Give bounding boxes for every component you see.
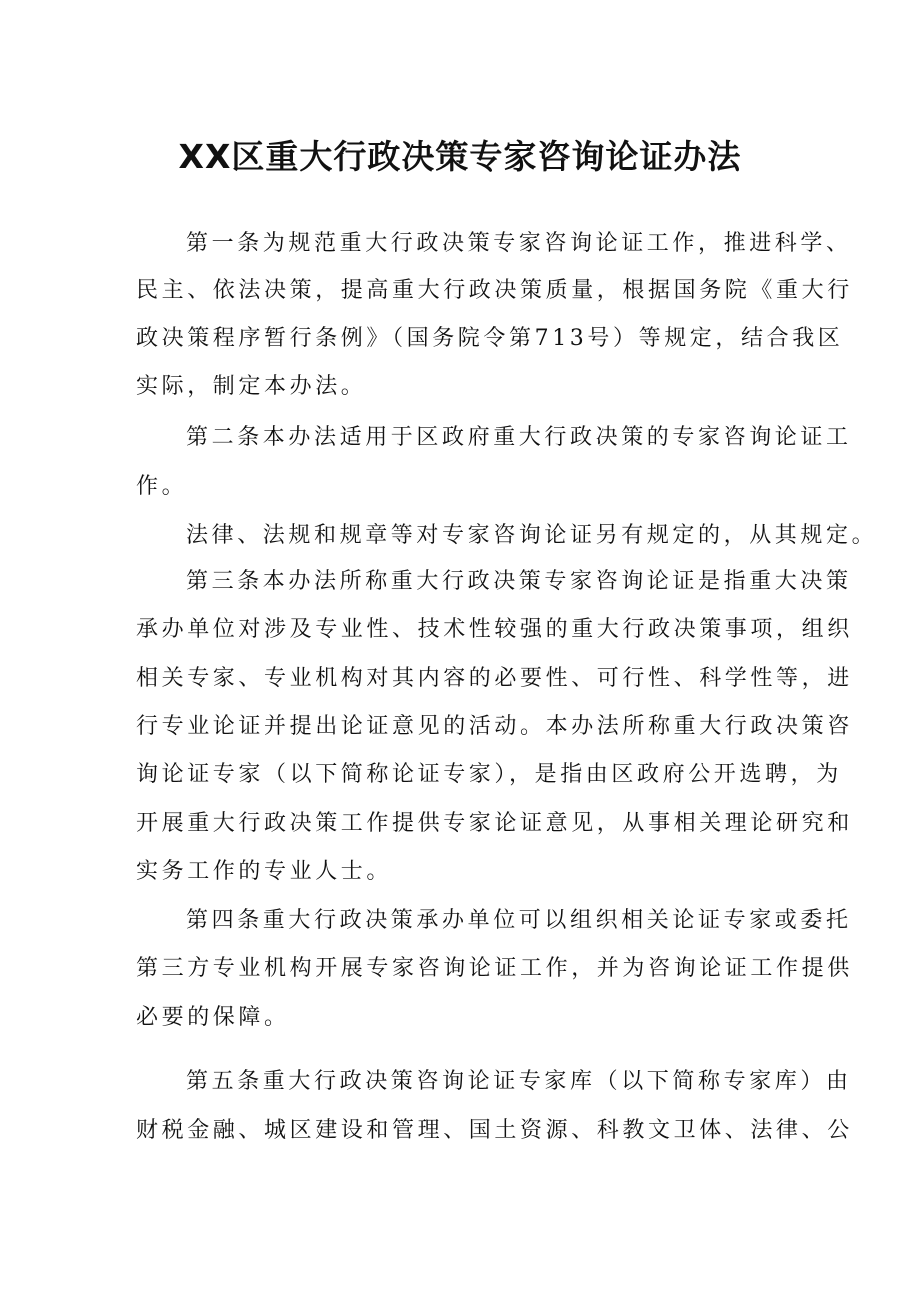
document-title: XX区重大行政决策专家咨询论证办法 (178, 137, 742, 176)
article-1-line-1: 第一条为规范重大行政决策专家咨询论证工作，推进科学、 (186, 231, 852, 256)
article-3-line-7: 实务工作的专业人士。 (136, 859, 393, 884)
article-3-line-4: 行专业论证并提出论证意见的活动。本办法所称重大行政决策咨 (136, 714, 853, 739)
article-3-line-6: 开展重大行政决策工作提供专家论证意见，从事相关理论研究和 (136, 811, 853, 836)
article-3-line-5: 询论证专家（以下简称论证专家），是指由区政府公开选聘，为 (136, 762, 842, 787)
article-1-line-3: 政决策程序暂行条例》（国务院令第713号）等规定，结合我区 (136, 326, 844, 351)
article-2-line-1: 第二条本办法适用于区政府重大行政决策的专家咨询论证工 (186, 425, 852, 450)
article-1-line-4: 实际，制定本办法。 (136, 374, 367, 399)
article-3-line-1: 第三条本办法所称重大行政决策专家咨询论证是指重大决策 (186, 569, 852, 594)
article-4-line-1: 第四条重大行政决策承办单位可以组织相关论证专家或委托 (186, 908, 852, 933)
article-2-line-2: 作。 (136, 474, 188, 499)
article-3-line-3: 相关专家、专业机构对其内容的必要性、可行性、科学性等，进 (136, 666, 853, 691)
article-4-line-3: 必要的保障。 (136, 1005, 290, 1030)
article-3-line-2: 承办单位对涉及专业性、技术性较强的重大行政决策事项，组织 (136, 617, 853, 642)
article-1-line-2: 民主、依法决策，提高重大行政决策质量，根据国务院《重大行 (136, 278, 853, 303)
article-4-line-2: 第三方专业机构开展专家咨询论证工作，并为咨询论证工作提供 (136, 956, 853, 981)
article-5-line-2: 财税金融、城区建设和管理、国土资源、科教文卫体、法律、公 (136, 1118, 853, 1143)
article-5-line-1: 第五条重大行政决策咨询论证专家库（以下简称专家库）由 (186, 1069, 852, 1094)
paragraph-line: 法律、法规和规章等对专家咨询论证另有规定的，从其规定。 (186, 523, 878, 548)
